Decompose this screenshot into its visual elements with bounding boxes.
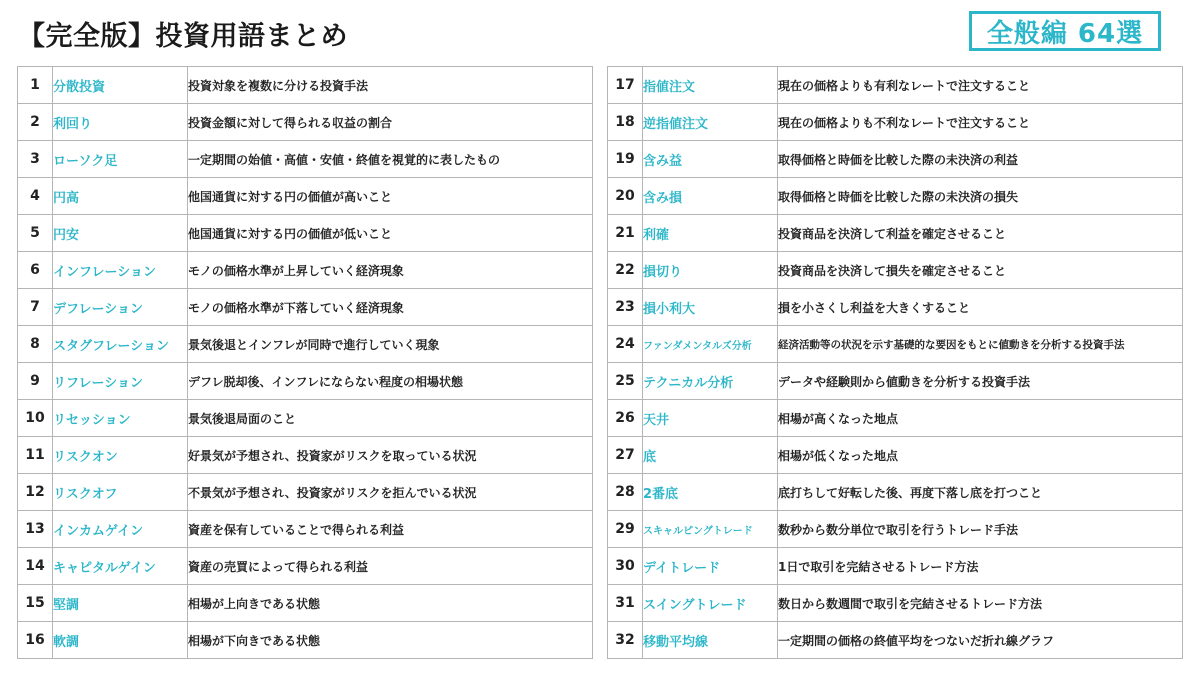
- term-name: リスクオフ: [53, 474, 188, 511]
- term-row: [608, 400, 1183, 437]
- term-definition: デフレ脱却後、インフレにならない程度の相場状態: [188, 363, 593, 400]
- term-name: リフレーション: [53, 363, 188, 400]
- term-row: [18, 400, 593, 437]
- term-row: [18, 104, 593, 141]
- term-row: [18, 178, 593, 215]
- term-row: [18, 474, 593, 511]
- series-badge: 全般編 64選: [969, 11, 1161, 51]
- term-definition: 相場が低くなった地点: [778, 437, 1183, 474]
- term-number: 6: [18, 252, 53, 289]
- term-row: [608, 326, 1183, 363]
- term-number: 25: [608, 363, 643, 400]
- term-definition: 一定期間の価格の終値平均をつないだ折れ線グラフ: [778, 622, 1183, 659]
- term-number: 28: [608, 474, 643, 511]
- term-row: [608, 474, 1183, 511]
- term-number: 1: [18, 67, 53, 104]
- term-row: [608, 289, 1183, 326]
- term-row: [18, 141, 593, 178]
- term-number: 22: [608, 252, 643, 289]
- term-name: 損小利大: [643, 289, 778, 326]
- term-number: 26: [608, 400, 643, 437]
- term-definition: 1日で取引を完結させるトレード方法: [778, 548, 1183, 585]
- term-name: 指値注文: [643, 67, 778, 104]
- term-number: 29: [608, 511, 643, 548]
- term-row: [18, 363, 593, 400]
- term-name: 含み損: [643, 178, 778, 215]
- term-definition: 数秒から数分単位で取引を行うトレード手法: [778, 511, 1183, 548]
- term-definition: 他国通貨に対する円の価値が高いこと: [188, 178, 593, 215]
- term-definition: 取得価格と時価を比較した際の未決済の損失: [778, 178, 1183, 215]
- term-definition: 底打ちして好転した後、再度下落し底を打つこと: [778, 474, 1183, 511]
- term-row: [18, 326, 593, 363]
- term-definition: 投資商品を決済して損失を確定させること: [778, 252, 1183, 289]
- term-row: [608, 511, 1183, 548]
- term-name: 移動平均線: [643, 622, 778, 659]
- term-name: 軟調: [53, 622, 188, 659]
- terms-table-left: [17, 66, 593, 659]
- term-name: 天井: [643, 400, 778, 437]
- term-row: [608, 252, 1183, 289]
- term-name: ローソク足: [53, 141, 188, 178]
- term-definition: モノの価格水準が下落していく経済現象: [188, 289, 593, 326]
- term-row: [608, 141, 1183, 178]
- term-definition: 損を小さくし利益を大きくすること: [778, 289, 1183, 326]
- term-name: インカムゲイン: [53, 511, 188, 548]
- term-definition: データや経験則から値動きを分析する投資手法: [778, 363, 1183, 400]
- term-row: [18, 437, 593, 474]
- term-name: 2番底: [643, 474, 778, 511]
- term-row: [608, 363, 1183, 400]
- term-number: 9: [18, 363, 53, 400]
- term-definition: 好景気が予想され、投資家がリスクを取っている状況: [188, 437, 593, 474]
- term-number: 32: [608, 622, 643, 659]
- term-number: 18: [608, 104, 643, 141]
- term-name: 利回り: [53, 104, 188, 141]
- term-definition: 経済活動等の状況を示す基礎的な要因をもとに値動きを分析する投資手法: [778, 326, 1183, 363]
- term-name: テクニカル分析: [643, 363, 778, 400]
- term-number: 13: [18, 511, 53, 548]
- term-definition: 現在の価格よりも不利なレートで注文すること: [778, 104, 1183, 141]
- term-number: 12: [18, 474, 53, 511]
- term-definition: 資産を保有していることで得られる利益: [188, 511, 593, 548]
- term-definition: 他国通貨に対する円の価値が低いこと: [188, 215, 593, 252]
- term-number: 30: [608, 548, 643, 585]
- term-definition: 相場が下向きである状態: [188, 622, 593, 659]
- term-name: デイトレード: [643, 548, 778, 585]
- term-name: 含み益: [643, 141, 778, 178]
- term-number: 15: [18, 585, 53, 622]
- term-name: 損切り: [643, 252, 778, 289]
- term-number: 14: [18, 548, 53, 585]
- term-number: 21: [608, 215, 643, 252]
- term-name: 円安: [53, 215, 188, 252]
- term-number: 16: [18, 622, 53, 659]
- term-row: [18, 511, 593, 548]
- term-number: 4: [18, 178, 53, 215]
- term-definition: 投資商品を決済して利益を確定させること: [778, 215, 1183, 252]
- term-row: [608, 437, 1183, 474]
- term-name: 底: [643, 437, 778, 474]
- term-row: [608, 178, 1183, 215]
- term-name: リセッション: [53, 400, 188, 437]
- term-number: 17: [608, 67, 643, 104]
- page-title: 【完全版】投資用語まとめ: [18, 21, 348, 52]
- term-definition: モノの価格水準が上昇していく経済現象: [188, 252, 593, 289]
- term-name: デフレーション: [53, 289, 188, 326]
- term-definition: 景気後退局面のこと: [188, 400, 593, 437]
- term-number: 23: [608, 289, 643, 326]
- term-definition: 投資金額に対して得られる収益の割合: [188, 104, 593, 141]
- term-number: 24: [608, 326, 643, 363]
- term-name: 逆指値注文: [643, 104, 778, 141]
- term-name: スイングトレード: [643, 585, 778, 622]
- term-row: [18, 215, 593, 252]
- term-number: 7: [18, 289, 53, 326]
- term-definition: 資産の売買によって得られる利益: [188, 548, 593, 585]
- term-row: [18, 585, 593, 622]
- term-row: [608, 67, 1183, 104]
- term-number: 27: [608, 437, 643, 474]
- term-number: 3: [18, 141, 53, 178]
- term-row: [18, 252, 593, 289]
- term-number: 5: [18, 215, 53, 252]
- term-row: [608, 622, 1183, 659]
- term-definition: 相場が高くなった地点: [778, 400, 1183, 437]
- term-number: 2: [18, 104, 53, 141]
- term-number: 10: [18, 400, 53, 437]
- term-row: [18, 548, 593, 585]
- term-row: [608, 104, 1183, 141]
- term-name: ファンダメンタルズ分析: [643, 326, 778, 363]
- term-number: 31: [608, 585, 643, 622]
- term-definition: 一定期間の始値・高値・安値・終値を視覚的に表したもの: [188, 141, 593, 178]
- term-name: インフレーション: [53, 252, 188, 289]
- term-name: 分散投資: [53, 67, 188, 104]
- term-row: [608, 585, 1183, 622]
- term-definition: 数日から数週間で取引を完結させるトレード方法: [778, 585, 1183, 622]
- terms-table-right: [607, 66, 1183, 659]
- term-name: スタグフレーション: [53, 326, 188, 363]
- term-row: [608, 215, 1183, 252]
- term-definition: 取得価格と時価を比較した際の未決済の利益: [778, 141, 1183, 178]
- term-definition: 投資対象を複数に分ける投資手法: [188, 67, 593, 104]
- term-row: [18, 622, 593, 659]
- term-row: [18, 67, 593, 104]
- term-definition: 景気後退とインフレが同時で進行していく現象: [188, 326, 593, 363]
- term-name: 利確: [643, 215, 778, 252]
- term-number: 20: [608, 178, 643, 215]
- term-number: 19: [608, 141, 643, 178]
- term-name: キャピタルゲイン: [53, 548, 188, 585]
- term-number: 8: [18, 326, 53, 363]
- term-name: 円高: [53, 178, 188, 215]
- term-name: スキャルピングトレード: [643, 511, 778, 548]
- term-name: 堅調: [53, 585, 188, 622]
- term-definition: 相場が上向きである状態: [188, 585, 593, 622]
- term-definition: 不景気が予想され、投資家がリスクを拒んでいる状況: [188, 474, 593, 511]
- term-number: 11: [18, 437, 53, 474]
- term-definition: 現在の価格よりも有利なレートで注文すること: [778, 67, 1183, 104]
- term-row: [18, 289, 593, 326]
- term-row: [608, 548, 1183, 585]
- term-name: リスクオン: [53, 437, 188, 474]
